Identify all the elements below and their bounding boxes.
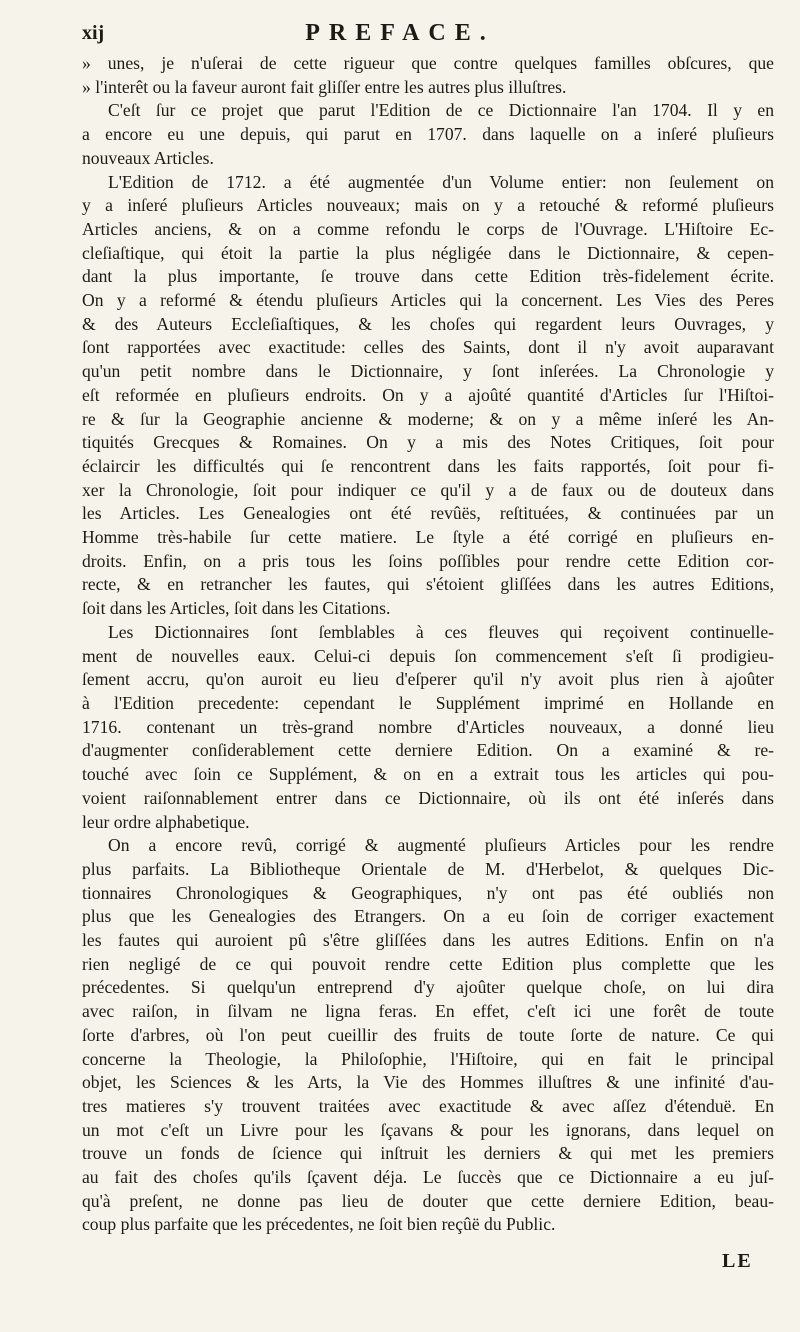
text-line: & des Auteurs Eccleſiaſtiques, & les choſes qui regardent leurs Ouvrages, y xyxy=(82,313,774,334)
text-line: plus que les Genealogies des Etrangers. On a eu ſoin de corriger exactement xyxy=(82,906,774,927)
text-line: » unes, je n'uſerai de cette rigueur que contre quelques familles obſcures, que xyxy=(82,53,774,73)
text-line: a encore eu une depuis, qui parut en 1707. dans laquelle on a inſeré pluſieurs xyxy=(82,124,774,145)
text-line: cleſiaſtique, qui étoit la partie la plus négligée dans le Dictionnaire, & cepen- xyxy=(82,242,774,263)
page-number: xij xyxy=(82,22,105,44)
text-line: d'augmenter conſiderablement cette derniere Edition. On a examiné & re- xyxy=(82,740,774,761)
text-line: au fait des choſes qu'ils ſçavent déja. Le ſuccès que ce Dictionnaire a eu juſ- xyxy=(82,1167,774,1188)
text-line: leur ordre alphabetique. xyxy=(82,811,250,832)
text-line: éclaircir les difficultés qui ſe rencontrent dans les faits rapportés, ſoit pour fi- xyxy=(82,455,774,476)
text-line: les fautes qui auroient pû s'être gliſſées dans les autres Editions. Enfin on n'a xyxy=(82,930,774,951)
text-line: Les Dictionnaires ſont ſemblables à ces fleuves qui reçoivent continuelle- xyxy=(108,621,774,642)
text-line: » l'interêt ou la faveur auront fait gliſſer entre les autres plus illuſtres. xyxy=(82,76,567,97)
text-line: On a encore revû, corrigé & augmenté pluſieurs Articles pour les rendre xyxy=(108,835,774,856)
text-line: L'Edition de 1712. a été augmentée d'un Volume entier: non ſeulement on xyxy=(108,171,774,192)
text-line: trouve un fonds de ſcience qui inſtruit les derniers & qui met les premiers xyxy=(82,1143,774,1164)
text-line: les Articles. Les Genealogies ont été revûës, reſtituées, & continuées par un xyxy=(82,503,774,524)
text-line: concerne la Theologie, la Philoſophie, l'Hiſtoire, qui en fait le principal xyxy=(82,1048,774,1069)
text-line: ſoit dans les Articles, ſoit dans les Citations. xyxy=(82,598,391,619)
text-line: C'eſt ſur ce projet que parut l'Edition de ce Dictionnaire l'an 1704. Il y en xyxy=(108,100,774,121)
text-line: dant la plus importante, ſe trouve dans cette Edition très-fidelement écrite. xyxy=(82,266,774,287)
text-line: xer la Chronologie, ſoit pour indiquer ce qu'il y a de faux ou de douteux dans xyxy=(82,479,774,500)
text-line: tionnaires Chronologiques & Geographiques, n'y ont pas été oubliés non xyxy=(82,882,774,903)
text-line: à l'Edition precedente: cependant le Supplément imprimé en Hollande en xyxy=(82,692,774,713)
text-line: re & ſur la Geographie ancienne & moderne; & on y a même inſeré les An- xyxy=(82,408,774,429)
text-line: nouveaux Articles. xyxy=(82,147,214,168)
text-line: touché avec ſoin ce Supplément, & on en a extrait tous les articles qui pou- xyxy=(82,764,774,785)
text-line: droits. Enfin, on a pris tous les ſoins poſſibles pour rendre cette Edition cor- xyxy=(82,550,774,571)
text-line: ment de nouvelles eaux. Celui-ci depuis ſon commencement s'eſt ſi prodigieu- xyxy=(82,645,774,666)
text-line: rien negligé de ce qui pouvoit rendre cette Edition plus complette que les xyxy=(82,953,774,974)
text-line: coup plus parfaite que les précedentes, ne ſoit bien reçûë du Public. xyxy=(82,1214,556,1235)
text-line: ſement accru, qu'on auroit eu lieu d'eſperer qu'il n'y avoit plus rien à ajoûter xyxy=(82,669,774,690)
text-line: plus parfaits. La Bibliotheque Orientale de M. d'Herbelot, & quelques Dic- xyxy=(82,858,774,879)
text-line: Articles anciens, & on a comme refondu le corps de l'Ouvrage. L'Hiſtoire Ec- xyxy=(82,218,774,239)
text-line: qu'à preſent, ne donne pas lieu de douter que cette derniere Edition, beau- xyxy=(82,1190,774,1211)
text-line: On y a reformé & étendu pluſieurs Articles qui la concernent. Les Vies des Peres xyxy=(82,290,774,311)
text-line: objet, les Sciences & les Arts, la Vie des Hommes illuſtres & une infinité d'au- xyxy=(82,1072,774,1093)
text-line: eſt reformée en pluſieurs endroits. On y a ajoûté quantité d'Articles ſur l'Hiſtoi- xyxy=(82,384,774,405)
text-line: ſont rapportées avec exactitude: celles des Saints, dont il n'y avoit auparavant xyxy=(82,337,774,358)
text-line: Homme très-habile ſur cette matiere. Le ſtyle a été corrigé en pluſieurs en- xyxy=(82,527,774,548)
text-line: qu'un petit nombre dans le Dictionnaire, y ſont inſerées. La Chronologie y xyxy=(82,361,774,382)
text-line: ſorte d'arbres, où l'on peut cueillir des fruits de toute ſorte de nature. Ce qui xyxy=(82,1024,774,1045)
text-line: voient raiſonnablement entrer dans ce Dictionnaire, où ils ont été inſerés dans xyxy=(82,787,774,808)
text-line: avec raiſon, in ſilvam ne ligna feras. En effet, c'eſt ici une forêt de toute xyxy=(82,1001,774,1022)
text-line: tres matieres s'y trouvent traitées avec exactitude & avec aſſez d'étenduë. En xyxy=(82,1095,774,1116)
text-line: recte, & en retrancher les fautes, qui s'étoient gliſſées dans les autres Editions, xyxy=(82,574,774,595)
text-line: 1716. contenant un très-grand nombre d'Articles nouveaux, a donné lieu xyxy=(82,716,774,737)
text-line: un mot c'eſt un Livre pour les ſçavans & pour les ignorans, dans lequel on xyxy=(82,1119,774,1140)
text-line: y a inſeré pluſieurs Articles nouveaux; mais on y a retouché & reformé pluſieurs xyxy=(82,195,774,216)
running-title: PREFACE. xyxy=(305,20,495,46)
preface-body-text xyxy=(82,52,774,1237)
catchword: LE xyxy=(722,1250,753,1272)
text-line: tiquités Grecques & Romaines. On y a mis des Notes Critiques, ſoit pour xyxy=(82,432,774,453)
text-line: précedentes. Si quelqu'un entreprend d'y ajoûter quelque choſe, on lui dira xyxy=(82,977,774,998)
